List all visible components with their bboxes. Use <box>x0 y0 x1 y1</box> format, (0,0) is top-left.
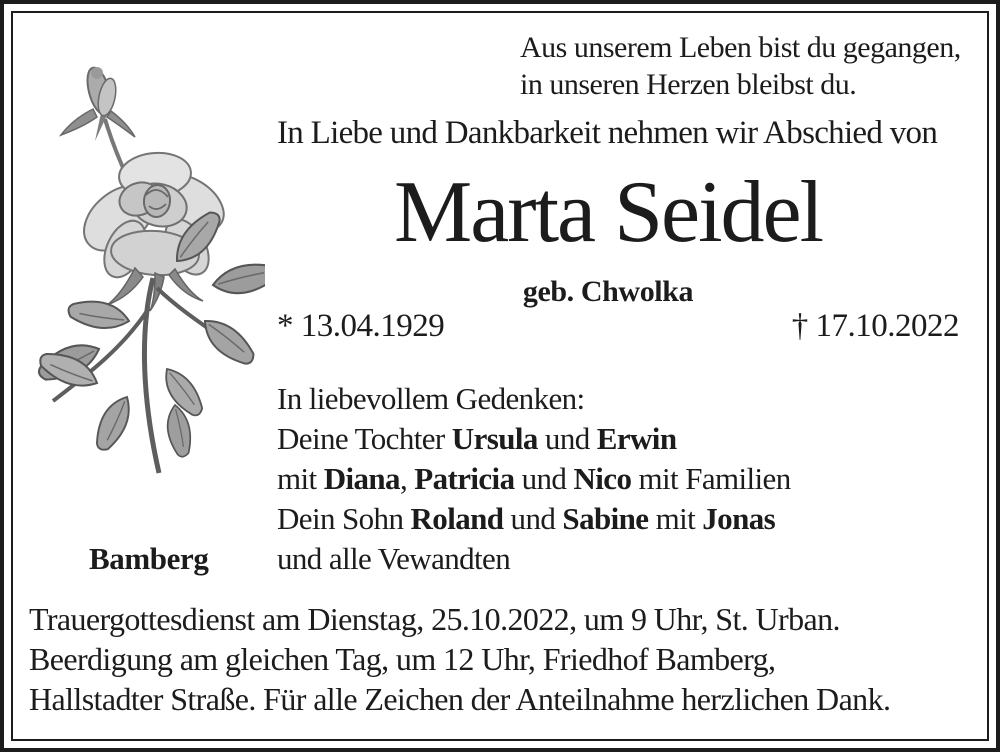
city-label: Bamberg <box>89 541 209 576</box>
memorial-son-line <box>277 499 791 539</box>
memorial-text: mit <box>277 461 324 496</box>
epigraph <box>520 29 961 103</box>
mourner-name: Roland <box>410 501 504 536</box>
mourner-name: Jonas <box>702 501 776 536</box>
funeral-info-block <box>29 599 890 719</box>
inner-frame <box>11 11 989 741</box>
dates-row <box>277 308 959 345</box>
mourner-name: Ursula <box>451 421 538 456</box>
epigraph-line-1: Aus unserem Leben bist du gegangen, <box>520 31 961 64</box>
memorial-daughter-line <box>277 419 791 459</box>
rose-bud-tip <box>91 67 103 79</box>
memorial-text: und <box>537 421 597 456</box>
memorial-text: mit Familien <box>631 461 791 496</box>
memorial-text: mit <box>648 501 703 536</box>
birth-date: * 13.04.1929 <box>277 308 445 344</box>
funeral-line-1: Trauergottesdienst am Dienstag, 25.10.2022, um 9 Uhr, St. Urban. <box>29 601 840 637</box>
funeral-line-2: Beerdigung am gleichen Tag, um 12 Uhr, Friedhof Bamberg, <box>29 641 776 677</box>
deceased-name: Marta Seidel <box>393 164 823 261</box>
epigraph-line-2: in unseren Herzen bleibst du. <box>520 68 857 101</box>
memorial-closing-line: und alle Vewandten <box>277 541 511 576</box>
mourner-name: Diana <box>323 461 400 496</box>
memorial-text: Deine Tochter <box>277 421 452 456</box>
memorial-heading: In liebevollem Gedenken: <box>277 381 585 416</box>
memorial-text: und <box>514 461 574 496</box>
maiden-name: geb. Chwolka <box>522 275 694 308</box>
mourner-name: Nico <box>573 461 632 496</box>
death-date: † 17.10.2022 <box>791 308 959 344</box>
intro-line: In Liebe und Dankbarkeit nehmen wir Abschied von <box>277 115 938 151</box>
funeral-line-3: Hallstadter Straße. Für alle Zeichen der Anteilnahme herzlichen Dank. <box>29 681 891 717</box>
memorial-grandchildren-line <box>277 459 791 499</box>
memorial-text: und <box>503 501 563 536</box>
mourner-name: Erwin <box>596 421 677 456</box>
mourner-name: Patricia <box>414 461 515 496</box>
memorial-text: , <box>399 461 415 496</box>
rose-sketch-icon <box>27 53 265 481</box>
mourner-name: Sabine <box>562 501 649 536</box>
memorial-block <box>277 379 791 579</box>
memorial-text: Dein Sohn <box>277 501 411 536</box>
rose-bud-sepal <box>61 109 97 135</box>
